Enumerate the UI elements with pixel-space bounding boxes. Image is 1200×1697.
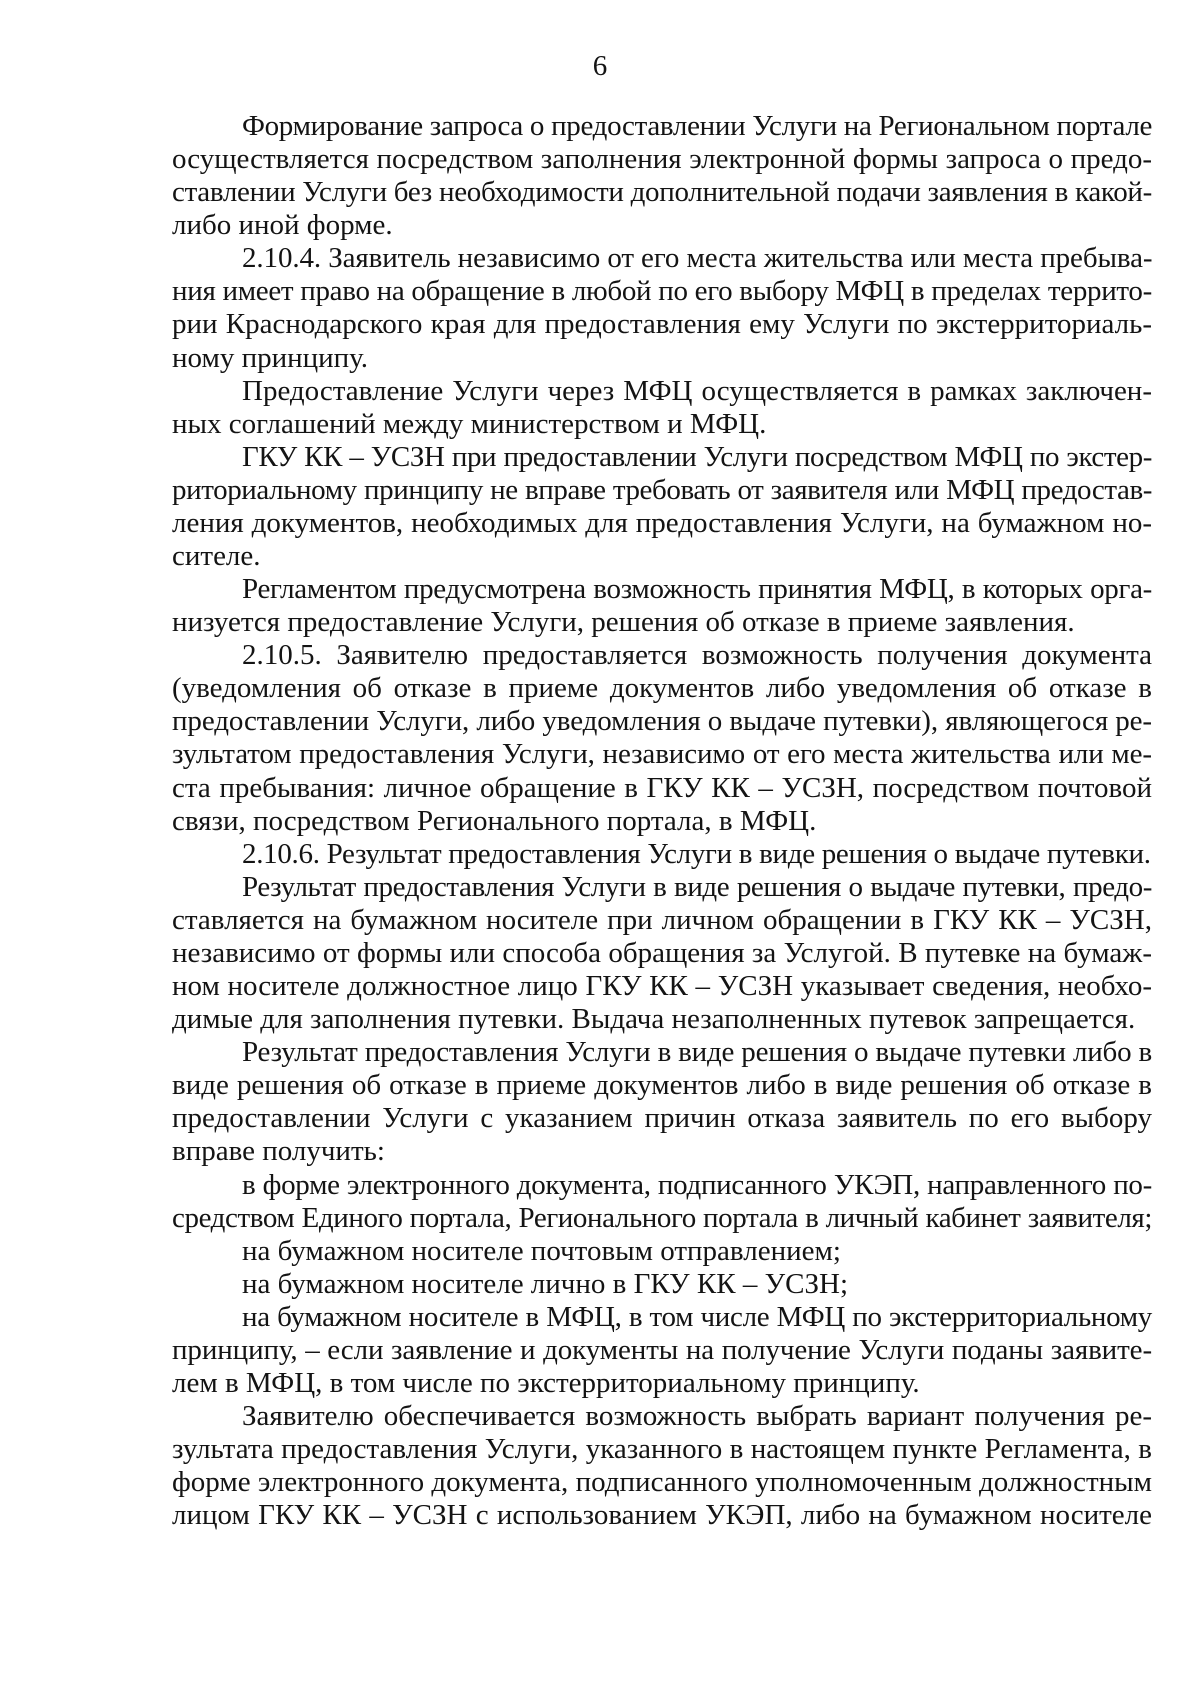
text-line: Формирование запроса о предоставлении Услуги на Региональном портале [242, 110, 1153, 142]
text-line: зультатом предоставления Услуги, независимо от его места жительства или ме- [172, 738, 1152, 771]
text-line: Результат предоставления Услуги в виде решения о выдаче путевки, предо- [242, 870, 1152, 903]
text-line: Регламентом предусмотрена возможность принятия МФЦ, в которых орга- [242, 573, 1152, 606]
text-line: вправе получить: [172, 1135, 385, 1168]
body-text [172, 110, 1152, 1532]
text-line: 2.10.5. Заявителю предоставляется возможность получения документа [242, 639, 1152, 672]
text-line: принципу, – если заявление и документы на получение Услуги поданы заявите- [172, 1333, 1152, 1366]
text-line: Заявителю обеспечивается возможность выбрать вариант получения ре- [242, 1400, 1152, 1433]
text-line: риториальному принципу не вправе требовать от заявителя или МФЦ предостав- [172, 473, 1152, 506]
text-line: сителе. [172, 540, 261, 573]
text-line: форме электронного документа, подписанного уполномоченным должностным [172, 1466, 1152, 1499]
text-line: 2.10.4. Заявитель независимо от его места жительства или места пребыва- [242, 242, 1153, 275]
text-line: предоставлении Услуги, либо уведомления о выдаче путевки), являющегося ре- [172, 705, 1152, 738]
text-line: рии Краснодарского края для предоставления ему Услуги по экстерриториаль- [172, 308, 1152, 341]
text-line: ставлении Услуги без необходимости дополнительной подачи заявления в какой- [172, 176, 1152, 209]
text-line: на бумажном носителе лично в ГКУ КК – УСЗН; [242, 1267, 848, 1300]
text-line: лицом ГКУ КК – УСЗН с использованием УКЭП, либо на бумажном носителе [172, 1499, 1152, 1532]
text-line: Результат предоставления Услуги в виде решения о выдаче путевки либо в [242, 1036, 1152, 1069]
text-line: ном носителе должностное лицо ГКУ КК – УСЗН указывает сведения, необхо- [172, 970, 1152, 1003]
text-line: виде решения об отказе в приеме документов либо в виде решения об отказе в [172, 1069, 1152, 1102]
text-line: предоставлении Услуги с указанием причин отказа заявитель по его выбору [172, 1102, 1152, 1135]
text-line: ния имеет право на обращение в любой по его выбору МФЦ в пределах террито- [172, 275, 1152, 308]
text-line: Предоставление Услуги через МФЦ осуществляется в рамках заключен- [242, 374, 1152, 407]
text-line: 2.10.6. Результат предоставления Услуги в виде решения о выдаче путевки. [242, 837, 1151, 870]
text-line: (уведомления об отказе в приеме документов либо уведомления об отказе в [172, 672, 1152, 705]
text-line: низуется предоставление Услуги, решения об отказе в приеме заявления. [172, 606, 1075, 639]
text-line: ных соглашений между министерством и МФЦ. [172, 407, 767, 440]
text-line: ления документов, необходимых для предоставления Услуги, на бумажном но- [172, 506, 1152, 539]
text-line: ставляется на бумажном носителе при личном обращении в ГКУ КК – УСЗН, [172, 903, 1152, 936]
page-number: 6 [592, 50, 608, 82]
text-line: ста пребывания: личное обращение в ГКУ КК – УСЗН, посредством почтовой [172, 771, 1152, 804]
text-line: в форме электронного документа, подписанного УКЭП, направленного по- [242, 1168, 1152, 1201]
text-line: либо иной форме. [172, 209, 393, 242]
text-line: средством Единого портала, Регионального портала в личный кабинет заявителя; [172, 1201, 1152, 1234]
text-line: лем в МФЦ, в том числе по экстерриториальному принципу. [172, 1366, 920, 1399]
text-line: ГКУ КК – УСЗН при предоставлении Услуги посредством МФЦ по экстер- [242, 440, 1152, 473]
text-line: зультата предоставления Услуги, указанного в настоящем пункте Регламента, в [172, 1433, 1152, 1466]
text-line: на бумажном носителе в МФЦ, в том числе МФЦ по экстерриториальному [242, 1300, 1152, 1333]
text-line: осуществляется посредством заполнения электронной формы запроса о предо- [172, 143, 1152, 176]
text-line: независимо от формы или способа обращения за Услугой. В путевке на бумаж- [172, 936, 1152, 969]
text-line: связи, посредством Регионального портала, в МФЦ. [172, 804, 817, 837]
text-line: димые для заполнения путевки. Выдача незаполненных путевок запрещается. [172, 1003, 1136, 1036]
text-line: ному принципу. [172, 341, 369, 374]
text-line: на бумажном носителе почтовым отправлением; [242, 1234, 841, 1267]
